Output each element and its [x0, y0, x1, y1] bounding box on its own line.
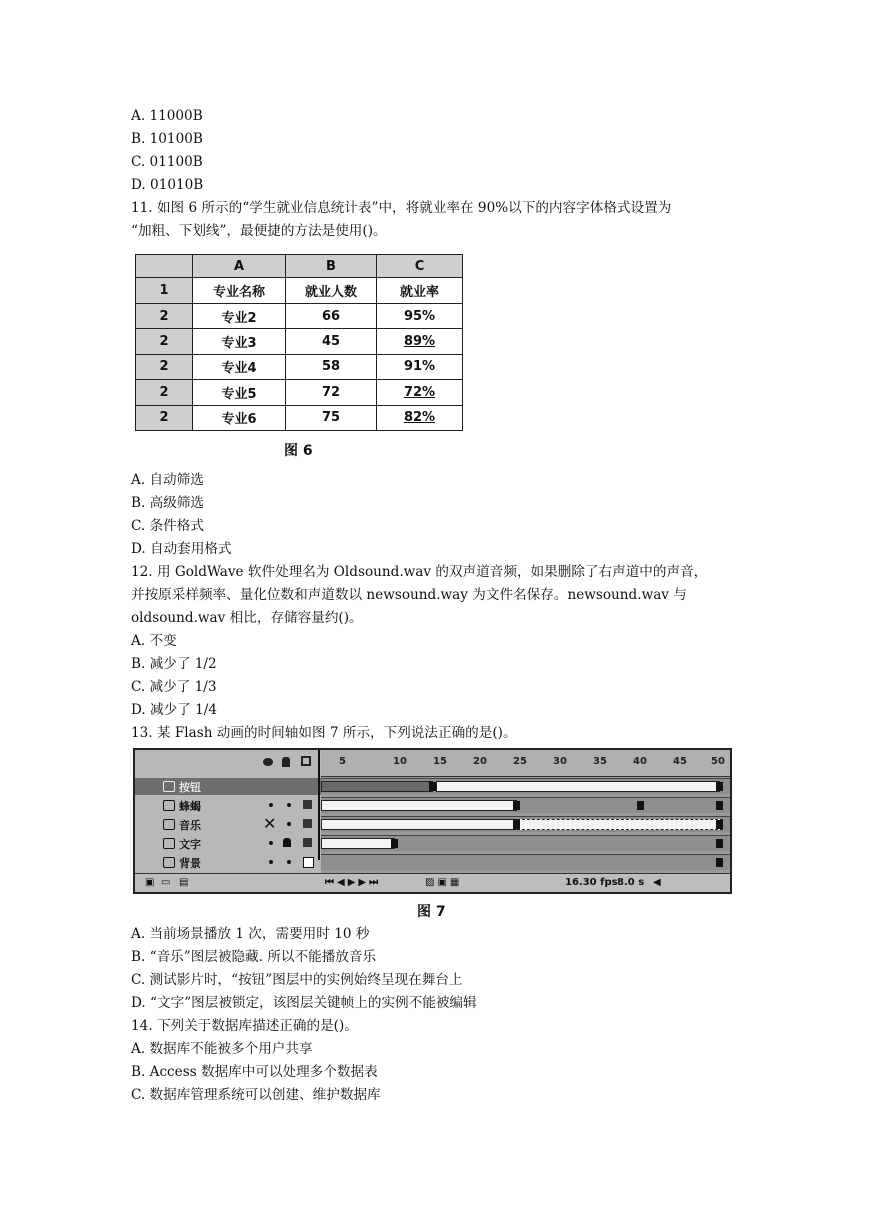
- add-layer-icon[interactable]: ▣: [145, 877, 155, 888]
- option-c-q12: C. 减少了 1/3: [131, 679, 217, 695]
- frame-span: [321, 819, 517, 830]
- table-row: [136, 303, 463, 328]
- question-11-line-1: 11. 如图 6 所示的“学生就业信息统计表”中，将就业率在 90%以下的内容字体格式设置为: [131, 200, 672, 216]
- hidden-x-icon: ✕: [263, 814, 277, 833]
- option-a-q14: A. 数据库不能被多个用户共享: [131, 1041, 313, 1057]
- layer-row-music[interactable]: [135, 816, 321, 833]
- layer-name: 音乐: [179, 819, 201, 832]
- table-cell: 75: [286, 405, 377, 431]
- option-b-q12: B. 减少了 1/2: [131, 656, 217, 672]
- table-row: [136, 405, 463, 431]
- frame-span: [436, 781, 720, 792]
- table-cell: 1: [136, 278, 193, 303]
- option-b-q10: B. 10100B: [131, 131, 203, 147]
- keyframe: [513, 801, 520, 810]
- question-13-line-1: 13. 某 Flash 动画的时间轴如图 7 所示，下列说法正确的是()。: [131, 725, 517, 741]
- table-cell: 2: [136, 405, 193, 431]
- table-header-cell: B: [286, 255, 377, 278]
- ruler-label: 10: [393, 756, 407, 767]
- table-row: [136, 329, 463, 354]
- layer-icon: [163, 819, 175, 830]
- option-d-q11: D. 自动套用格式: [131, 541, 232, 557]
- table-cell: 就业率: [377, 278, 463, 303]
- outline-icon: [301, 756, 311, 766]
- layer-name: 文字: [179, 838, 201, 851]
- table-cell: 72%: [377, 380, 463, 405]
- dot-icon: [287, 803, 291, 807]
- question-12-line-1: 12. 用 GoldWave 软件处理名为 Oldsound.wav 的双声道音频，如果删除了右声道中的声音，: [131, 564, 708, 580]
- dot-icon: [287, 822, 291, 826]
- layer-row-bee[interactable]: [135, 797, 321, 814]
- dot-icon: [269, 841, 273, 845]
- table-cell: 89%: [377, 329, 463, 354]
- layer-color-icon: [303, 819, 312, 828]
- frame-rate: 16.30 fps: [565, 877, 618, 888]
- layer-row-background[interactable]: [135, 854, 321, 871]
- option-b-q14: B. Access 数据库中可以处理多个数据表: [131, 1064, 378, 1080]
- layer-icon: [163, 800, 175, 811]
- ruler-label: 5: [339, 756, 346, 767]
- playback-controls-icon[interactable]: ⏮◀▶▶⏭: [325, 877, 382, 888]
- table-cell: 72: [286, 380, 377, 405]
- table-cell: 45: [286, 329, 377, 354]
- question-12-line-2: 并按原采样频率、量化位数和声道数以 newsound.way 为文件名保存。newsound.wav 与: [131, 587, 687, 603]
- keyframe: [391, 839, 398, 848]
- sound-wave-span: [517, 819, 723, 830]
- option-c-q14: C. 数据库管理系统可以创建、维护数据库: [131, 1087, 381, 1103]
- keyframe: [513, 820, 520, 829]
- table-cell: 82%: [377, 405, 463, 431]
- table-cell: 66: [286, 303, 377, 328]
- table-cell: 95%: [377, 303, 463, 328]
- table-cell: 2: [136, 329, 193, 354]
- dot-icon: [269, 803, 273, 807]
- table-row: [136, 278, 463, 303]
- frame-ruler: [321, 750, 730, 777]
- table-cell: 专业2: [193, 303, 286, 328]
- keyframe: [716, 839, 723, 848]
- layer-row-text[interactable]: [135, 835, 321, 852]
- option-c-q13: C. 测试影片时，“按钮”图层中的实例始终呈现在舞台上: [131, 972, 463, 988]
- layer-name: 背景: [179, 857, 201, 870]
- layer-icon: [163, 857, 175, 868]
- table-cell: 91%: [377, 354, 463, 379]
- option-a-q11: A. 自动筛选: [131, 472, 204, 488]
- table-header-cell: [136, 255, 193, 278]
- table-header-cell: A: [193, 255, 286, 278]
- question-14-line-1: 14. 下列关于数据库描述正确的是()。: [131, 1018, 358, 1034]
- ruler-label: 25: [513, 756, 527, 767]
- table-row: [136, 354, 463, 379]
- ruler-label: 15: [433, 756, 447, 767]
- option-a-q10: A. 11000B: [131, 108, 203, 124]
- option-b-q11: B. 高级筛选: [131, 495, 205, 511]
- table-cell: 专业6: [193, 405, 286, 431]
- lock-icon: [283, 838, 291, 847]
- frame-track-music[interactable]: [321, 816, 730, 832]
- frame-span: [321, 800, 517, 811]
- keyframe: [637, 801, 644, 810]
- option-c-q10: C. 01100B: [131, 154, 203, 170]
- timeline-controls: [135, 873, 730, 892]
- ruler-label: 30: [553, 756, 567, 767]
- dot-icon: [269, 860, 273, 864]
- option-d-q12: D. 减少了 1/4: [131, 702, 218, 718]
- table-cell: 专业3: [193, 329, 286, 354]
- option-b-q13: B. “音乐”图层被隐藏. 所以不能播放音乐: [131, 949, 377, 965]
- option-c-q11: C. 条件格式: [131, 518, 204, 534]
- figure-7-timeline: [133, 748, 732, 894]
- option-a-q12: A. 不变: [131, 633, 177, 649]
- onion-skin-icon[interactable]: ▨▣▦: [425, 877, 463, 888]
- option-a-q13: A. 当前场景播放 1 次，需要用时 10 秒: [131, 926, 370, 942]
- question-11-line-2: “加粗、下划线”，最便捷的方法是使用()。: [131, 223, 387, 239]
- ruler-label: 35: [593, 756, 607, 767]
- layer-icon: [163, 838, 175, 849]
- table-header-row: [136, 255, 463, 278]
- figure-7-caption: 图 7: [417, 904, 446, 920]
- layer-name: 按钮: [179, 781, 201, 794]
- frame-track-background[interactable]: [321, 854, 730, 870]
- layer-icon: [163, 781, 175, 792]
- keyframe: [716, 782, 723, 791]
- lock-icon: [282, 757, 290, 767]
- layer-color-icon: [303, 838, 312, 847]
- table-cell: 专业5: [193, 380, 286, 405]
- figure-6-table: [135, 254, 463, 431]
- question-12-line-3: oldsound.wav 相比，存储容量约()。: [131, 610, 363, 626]
- keyframe: [716, 801, 723, 810]
- ruler-label: 40: [633, 756, 647, 767]
- layer-name: 蜂蝎: [179, 800, 201, 813]
- table-cell: 专业4: [193, 354, 286, 379]
- ruler-label: 50: [711, 756, 725, 767]
- option-d-q13: D. “文字”图层被锁定，该图层关键帧上的实例不能被编辑: [131, 995, 477, 1011]
- ruler-label: 45: [673, 756, 687, 767]
- folder-icon[interactable]: ▭: [161, 877, 171, 888]
- figure-6-caption: 图 6: [284, 443, 313, 459]
- elapsed-time: 8.0 s: [617, 877, 645, 888]
- table-cell: 58: [286, 354, 377, 379]
- delete-layer-icon[interactable]: ▤: [179, 877, 189, 888]
- table-header-cell: C: [377, 255, 463, 278]
- frame-track-button[interactable]: [321, 778, 730, 794]
- layer-row-button[interactable]: [135, 778, 321, 795]
- keyframe: [429, 782, 436, 791]
- table-row: [136, 380, 463, 405]
- dot-icon: [287, 860, 291, 864]
- layer-color-icon: [303, 857, 314, 868]
- table-cell: 2: [136, 354, 193, 379]
- table-cell: 专业名称: [193, 278, 286, 303]
- scroll-left-icon[interactable]: ◀: [653, 877, 661, 888]
- table-cell: 就业人数: [286, 278, 377, 303]
- keyframe: [716, 858, 723, 867]
- playhead[interactable]: [318, 750, 320, 860]
- layer-color-icon: [303, 800, 312, 809]
- frame-span: [321, 838, 395, 849]
- table-cell: 2: [136, 303, 193, 328]
- ruler-label: 20: [473, 756, 487, 767]
- eye-icon: [263, 758, 273, 766]
- frame-track-bee[interactable]: [321, 797, 730, 813]
- frame-span: [321, 781, 433, 792]
- option-d-q10: D. 01010B: [131, 177, 204, 193]
- table-cell: 2: [136, 380, 193, 405]
- keyframe: [716, 820, 723, 829]
- frame-track-text[interactable]: [321, 835, 730, 851]
